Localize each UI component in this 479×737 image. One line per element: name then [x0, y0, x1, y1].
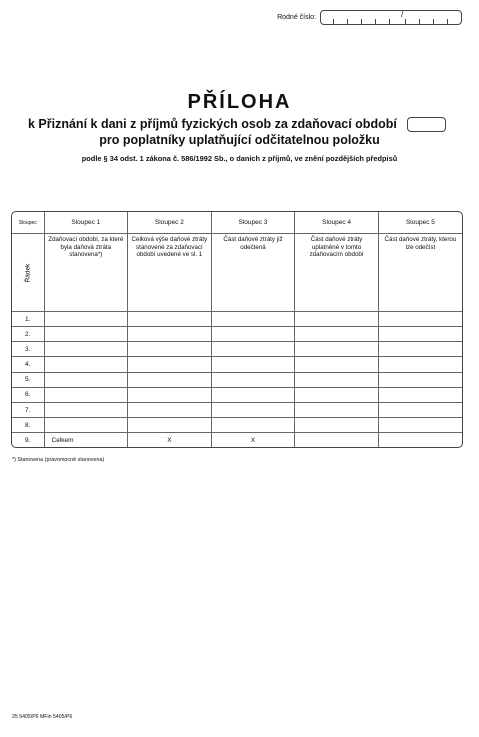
table-row — [12, 372, 462, 387]
subtitle-line-1: k Přiznání k dani z příjmů fyzických osob za zdaňovací období — [28, 117, 397, 131]
row-1-col-2-input[interactable] — [128, 311, 212, 326]
digit-divider — [433, 19, 434, 24]
row-2-col-1-input[interactable] — [44, 327, 128, 342]
table-row — [12, 418, 462, 433]
row-4-col-3-input[interactable] — [211, 357, 295, 372]
rodne-cislo-field — [277, 10, 462, 25]
table-row — [12, 387, 462, 402]
row-1-col-5-input[interactable] — [378, 311, 462, 326]
page-title: PŘÍLOHA — [187, 91, 292, 113]
row-number: 6. — [12, 387, 44, 402]
row-number: 2. — [12, 327, 44, 342]
row-number: 1. — [12, 311, 44, 326]
row-number: 8. — [12, 418, 44, 433]
row-8-col-5-input[interactable] — [378, 418, 462, 433]
row-7-col-5-input[interactable] — [378, 402, 462, 417]
row-3-col-2-input[interactable] — [128, 342, 212, 357]
row-2-col-3-input[interactable] — [211, 327, 295, 342]
form-code: 25 5405/P6 MFin 5405/P6 — [12, 714, 73, 720]
table-body — [12, 311, 462, 432]
row-header-cell — [12, 234, 44, 312]
total-col5-input[interactable] — [378, 433, 462, 447]
law-reference: podle § 34 odst. 1 zákona č. 586/1992 Sb., o daních z příjmů, ve znění pozdějších předpisů — [81, 154, 398, 163]
digit-divider — [375, 19, 376, 24]
table-description-row — [12, 234, 462, 312]
digit-divider — [447, 19, 448, 24]
row-3-col-1-input[interactable] — [44, 342, 128, 357]
row-6-col-1-input[interactable] — [44, 387, 128, 402]
row-4-col-1-input[interactable] — [44, 357, 128, 372]
table-row — [12, 327, 462, 342]
row-1-col-4-input[interactable] — [295, 311, 379, 326]
row-8-col-1-input[interactable] — [44, 418, 128, 433]
table-row — [12, 311, 462, 326]
total-col2-x: X — [128, 433, 212, 447]
column-description-3: Část daňové ztráty již odečtená — [211, 234, 295, 312]
column-description-4: Část daňové ztráty uplatněné v tomto zdaňovacím období — [295, 234, 379, 312]
row-2-col-4-input[interactable] — [295, 327, 379, 342]
row-5-col-4-input[interactable] — [295, 372, 379, 387]
table-row — [12, 357, 462, 372]
column-corner-header: Sloupec — [12, 212, 44, 234]
column-description-1: Zdaňovací období, za které byla daňová ztráta stanovena*) — [44, 234, 128, 312]
column-header-1: Sloupec 1 — [44, 212, 128, 234]
tax-period-input[interactable] — [407, 117, 446, 132]
digit-divider — [361, 19, 362, 24]
table-row — [12, 342, 462, 357]
row-3-col-3-input[interactable] — [211, 342, 295, 357]
total-col4-input[interactable] — [295, 433, 379, 447]
row-number: 4. — [12, 357, 44, 372]
digit-divider — [405, 19, 406, 24]
row-8-col-3-input[interactable] — [211, 418, 295, 433]
total-label: Celkem — [44, 433, 128, 447]
row-1-col-1-input[interactable] — [44, 311, 128, 326]
column-header-2: Sloupec 2 — [128, 212, 212, 234]
row-8-col-4-input[interactable] — [295, 418, 379, 433]
digit-divider — [347, 19, 348, 24]
column-header-3: Sloupec 3 — [211, 212, 295, 234]
row-4-col-4-input[interactable] — [295, 357, 379, 372]
row-header-label: Řádek — [24, 263, 32, 283]
row-5-col-2-input[interactable] — [128, 372, 212, 387]
column-description-5: Část daňové ztráty, kterou lze odečíst — [378, 234, 462, 312]
row-number: 7. — [12, 402, 44, 417]
row-number: 3. — [12, 342, 44, 357]
row-3-col-5-input[interactable] — [378, 342, 462, 357]
digit-divider — [419, 19, 420, 24]
subtitle-line-2: pro poplatníky uplatňující odčitatelnou položku — [99, 133, 380, 147]
row-2-col-2-input[interactable] — [128, 327, 212, 342]
row-3-col-4-input[interactable] — [295, 342, 379, 357]
row-7-col-1-input[interactable] — [44, 402, 128, 417]
row-4-col-2-input[interactable] — [128, 357, 212, 372]
table-row — [12, 402, 462, 417]
table-total-row — [12, 433, 462, 447]
row-5-col-3-input[interactable] — [211, 372, 295, 387]
footnote: *) Stanovena (pravomocně stanovena) — [12, 457, 105, 463]
row-5-col-5-input[interactable] — [378, 372, 462, 387]
digit-divider — [389, 19, 390, 24]
rodne-cislo-label: Rodné číslo: — [277, 14, 316, 21]
row-number: 9. — [12, 433, 44, 447]
row-8-col-2-input[interactable] — [128, 418, 212, 433]
digit-divider — [333, 19, 334, 24]
table-header-row — [12, 212, 462, 234]
row-6-col-4-input[interactable] — [295, 387, 379, 402]
row-2-col-5-input[interactable] — [378, 327, 462, 342]
rodne-cislo-input[interactable] — [320, 10, 462, 25]
row-6-col-5-input[interactable] — [378, 387, 462, 402]
row-7-col-3-input[interactable] — [211, 402, 295, 417]
loss-table — [11, 211, 463, 448]
column-header-5: Sloupec 5 — [378, 212, 462, 234]
rodne-cislo-separator: / — [401, 10, 404, 19]
row-number: 5. — [12, 372, 44, 387]
row-6-col-3-input[interactable] — [211, 387, 295, 402]
column-header-4: Sloupec 4 — [295, 212, 379, 234]
total-col3-x: X — [211, 433, 295, 447]
row-7-col-4-input[interactable] — [295, 402, 379, 417]
row-1-col-3-input[interactable] — [211, 311, 295, 326]
row-4-col-5-input[interactable] — [378, 357, 462, 372]
row-5-col-1-input[interactable] — [44, 372, 128, 387]
row-6-col-2-input[interactable] — [128, 387, 212, 402]
row-7-col-2-input[interactable] — [128, 402, 212, 417]
column-description-2: Celková výše daňové ztráty stanovené za zdaňovací období uvedené ve sl. 1 — [128, 234, 212, 312]
